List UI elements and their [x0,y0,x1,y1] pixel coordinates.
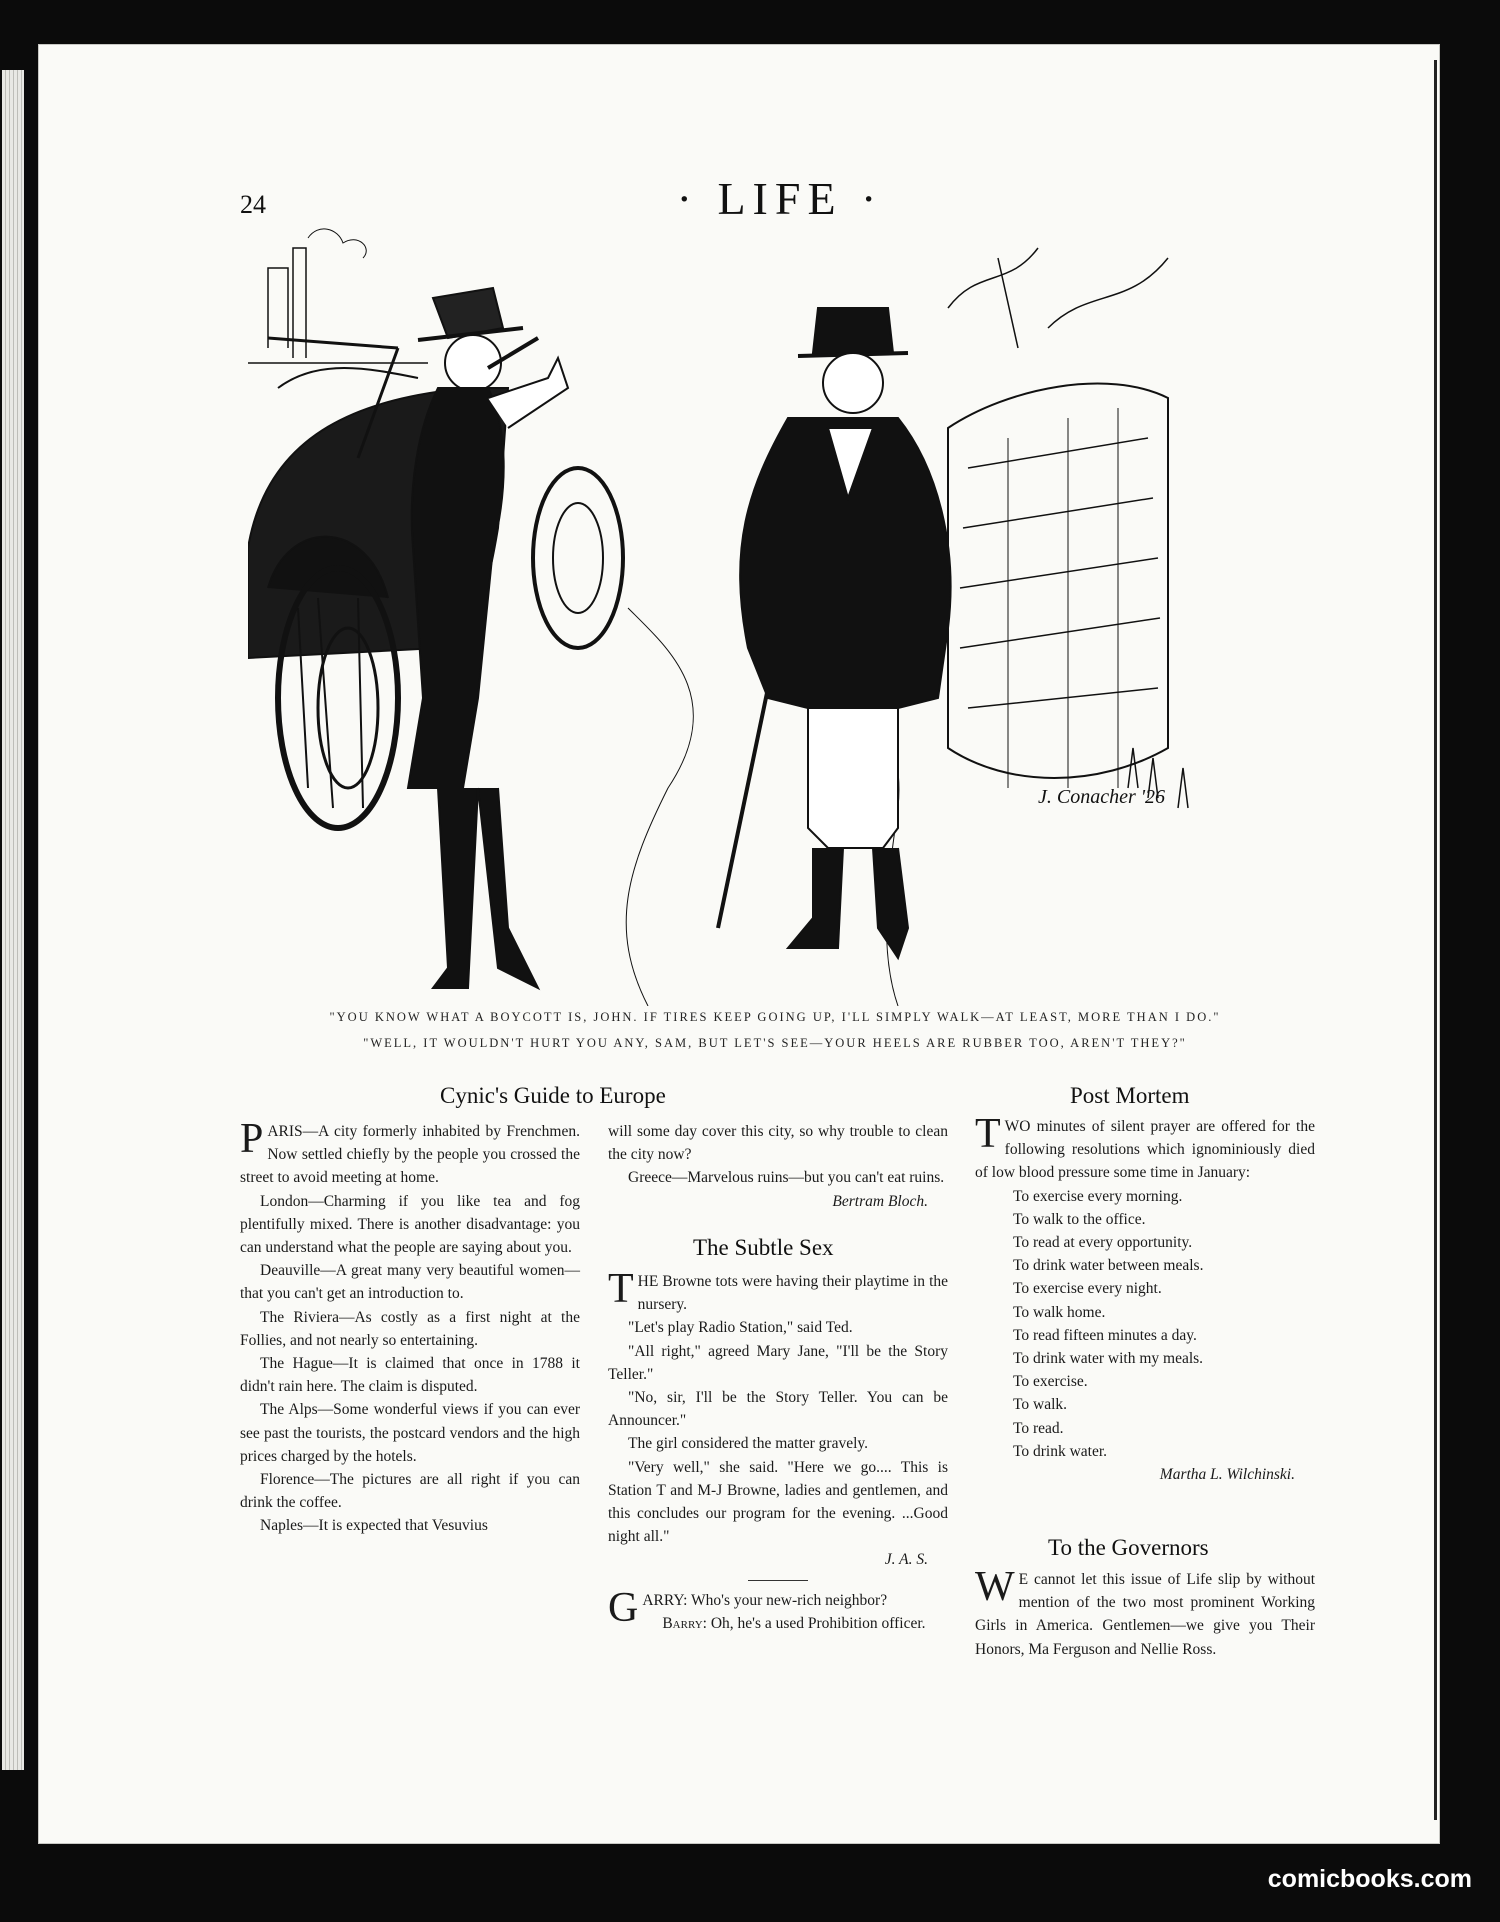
dropcap-p: P [240,1116,264,1162]
garry-line: ARRY: Who's your new-rich neighbor? [642,1591,888,1609]
resolution-item: To exercise. [1013,1373,1088,1391]
page-number: 24 [240,190,266,219]
naples-continued: will some day cover this city, so why trouble to clean the city now? [608,1123,948,1164]
magazine-title: · LIFE · [676,173,884,224]
florence-entry: Florence—The pictures are all right if you can drink the coffee. [240,1471,580,1512]
london-entry: London—Charming if you like tea and fog plentifully mixed. There is another disadvantage: you can understand what the people are saying about you. [240,1192,580,1257]
caption-line-2: "WELL, IT WOULDN'T HURT YOU ANY, SAM, BUT LET'S SEE—YOUR HEELS ARE RUBBER TOO, AREN'T THEY?" [363,1036,1187,1050]
resolution-item: To exercise every night. [1013,1280,1162,1298]
resolution-item: To read at every opportunity. [1013,1234,1193,1252]
watermark: comicbooks.com [1267,1865,1472,1893]
subtle-sex-story [608,1266,948,1635]
resolution-item: To walk. [1013,1396,1068,1414]
cartoon-illustration [248,228,1298,1006]
binding-edge [1434,60,1437,1820]
caption-line-1: "YOU KNOW WHAT A BOYCOTT IS, JOHN. IF TIRES KEEP GOING UP, I'LL SIMPLY WALK—AT LEAST, MORE THAN I DO." [329,1010,1221,1024]
subtle-sex-p2: "Let's play Radio Station," said Ted. [628,1319,853,1337]
resolution-item: To walk home. [1013,1303,1106,1321]
resolution-item: To exercise every morning. [1013,1187,1183,1205]
governors-column [975,1564,1315,1661]
artist-signature: J. Conacher '26 [1038,786,1166,808]
page-edges [2,70,24,1770]
resolution-item: To read fifteen minutes a day. [1013,1326,1197,1344]
governors-heading: To the Governors [1048,1535,1209,1560]
post-mortem-column [975,1111,1315,1486]
resolution-item: To read. [1013,1419,1064,1437]
subtle-sex-p3: "All right," agreed Mary Jane, "I'll be the Story Teller." [608,1342,948,1383]
post-mortem-intro: WO minutes of silent prayer are offered for the following resolutions which ignominiously died of low blood pressure some time in January: [975,1118,1315,1182]
barry-speaker: Barry [662,1614,703,1632]
subtle-sex-author: J. A. S. [884,1551,928,1569]
naples-entry: Naples—It is expected that Vesuvius [260,1517,488,1535]
greece-entry: Greece—Marvelous ruins—but you can't eat ruins. [628,1169,945,1187]
governors-text: E cannot let this issue of Life slip by without mention of the two most prominent Working Girls in America. Gentlemen—we give you Their Honors, Ma Ferguson and Nellie Ross. [975,1571,1315,1658]
dropcap-w: W [975,1564,1015,1610]
section-divider [748,1580,808,1581]
alps-entry: The Alps—Some wonderful views if you can ever see past the tourists, the postcard vendors and the high prices charged by the hotels. [240,1401,580,1465]
resolution-item: To drink water with my meals. [1013,1350,1204,1368]
deauville-entry: Deauville—A great many very beautiful women—that you can't get an introduction to. [240,1262,580,1303]
barry-line: : Oh, he's a used Prohibition officer. [702,1614,926,1632]
hague-entry: The Hague—It is claimed that once in 1788 it didn't rain here. The claim is disputed. [240,1355,580,1396]
post-mortem-author: Martha L. Wilchinski. [1159,1466,1295,1484]
cynics-guide-author: Bertram Bloch. [832,1192,928,1210]
resolution-item: To walk to the office. [1013,1210,1146,1228]
resolution-item: To drink water between meals. [1013,1257,1204,1275]
post-mortem-heading: Post Mortem [1070,1083,1190,1108]
subtle-sex-p6: "Very well," she said. "Here we go.... This is Station T and M-J Browne, ladies and gentlemen, and this concludes our program for the evening. ...Good night all." [608,1458,948,1546]
paris-entry: ARIS—A city formerly inhabited by Frenchmen. Now settled chiefly by the people you crossed the street to avoid meeting at home. [240,1123,580,1187]
cynics-guide-heading: Cynic's Guide to Europe [440,1083,666,1108]
subtle-sex-p1: HE Browne tots were having their playtime in the nursery. [637,1273,948,1314]
subtle-sex-p5: The girl considered the matter gravely. [628,1435,869,1453]
dropcap-t: T [608,1266,634,1312]
middle-column [608,1120,948,1213]
resolution-item: To drink water. [1013,1442,1108,1460]
cynics-guide-column-1 [240,1116,580,1538]
subtle-sex-heading: The Subtle Sex [693,1235,834,1260]
riviera-entry: The Riviera—As costly as a first night at the Follies, and not nearly so entertaining. [240,1308,580,1349]
dropcap-t2: T [975,1111,1001,1157]
dropcap-g: G [608,1584,639,1631]
subtle-sex-p4: "No, sir, I'll be the Story Teller. You can be Announcer." [608,1389,948,1430]
